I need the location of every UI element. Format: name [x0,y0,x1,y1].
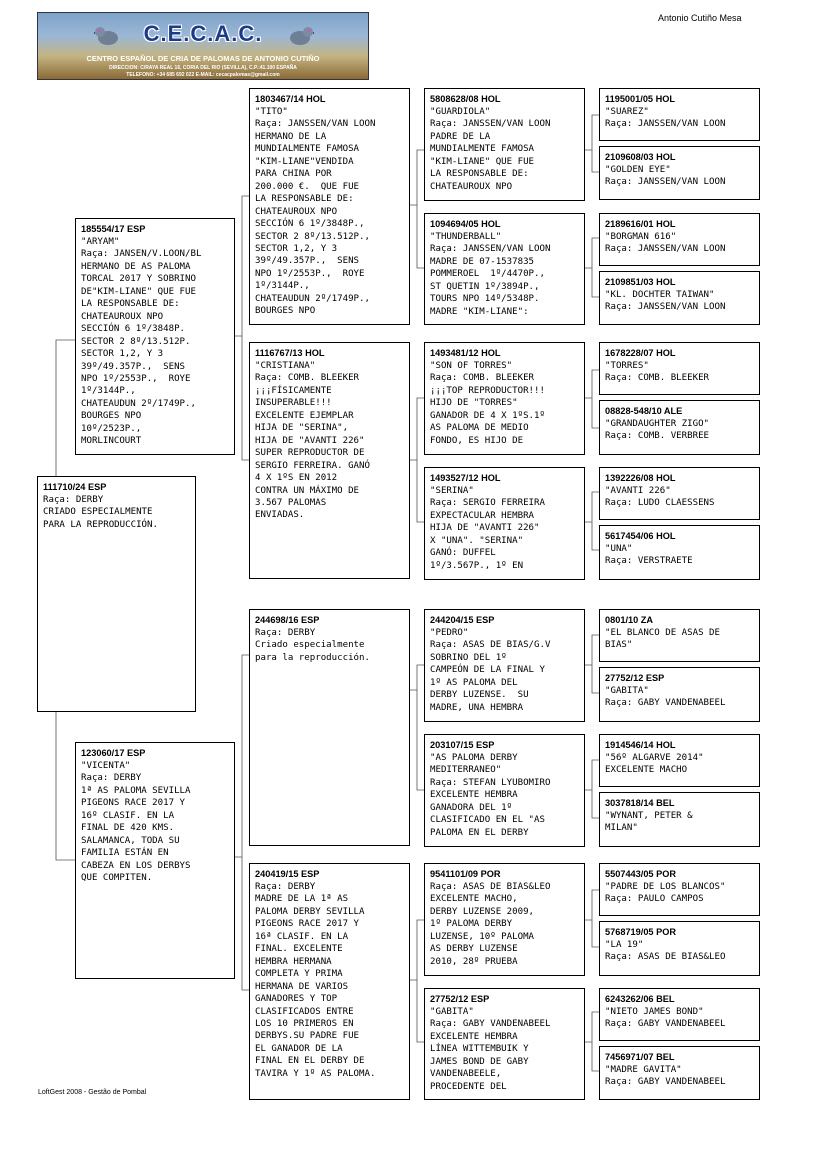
pedigree-text-line: HERMANO DE LA [255,131,327,142]
great-grandparent-box [424,213,585,325]
pedigree-text-line: "CRISTIANA" [255,361,316,371]
pedigree-text-line: PIGEONS RACE 2017 Y [255,919,360,930]
pedigree-text-line: X "UNA". "SERINA" [430,535,524,546]
pedigree-text-line: PARA LA REPRODUCCIÓN. [43,519,158,530]
great-grandparent-box [424,863,585,976]
great-great-grandparent-box [599,792,760,847]
great-great-grandparent-box [599,88,760,141]
pedigree-text-line: MUNDIALMENTE FAMOSA [430,144,535,155]
pedigree-text-line: SECTOR 2 8º/13.512P., [255,231,370,242]
pedigree-text-line: 1º/3144P., [255,281,310,292]
pedigree-text-line: Raça: GABY VANDENABEEL [605,698,726,709]
pedigree-text-line: CHATEAUROUX NPO [255,206,338,217]
footer-credit: LoftGest 2008 - Gestão de Pombal [38,1089,147,1096]
pedigree-text-line: "KIM-LIANE" QUE FUE [430,156,535,167]
great-great-grandparent-box [599,525,760,580]
pedigree-text-line: Raça: JANSSEN/VAN LOON [605,302,726,313]
pedigree-text-line: EXCELENTE EJEMPLAR [255,410,354,421]
pedigree-text-line: "GABITA" [430,1007,474,1017]
pedigree-text-line: ¡¡¡TOP REPRODUCTOR!!! [430,385,545,396]
pedigree-text-line: SECTOR 1,2, Y 3 [255,243,338,254]
pedigree-text-line: Raça: ASAS DE BIAS/G.V [430,640,551,651]
pedigree-text-line: SECTOR 1,2, Y 3 [81,349,164,360]
pedigree-text-line: QUE COMPITEN. [81,873,153,884]
great-grandparent-box [424,342,585,455]
pedigree-text-line: CHATEAUDUN 2º/1749P., [255,293,370,304]
pedigree-text-line: "SON OF TORRES" [430,361,513,371]
pedigree-text-line: "GUARDIOLA" [430,107,491,117]
pedigree-text-line: EXPECTACULAR HEMBRA [430,510,535,521]
pedigree-text-line: Raça: COMB. VERBREE [605,431,710,442]
ring-number: 240419/15 ESP [255,869,320,879]
pedigree-text-line: "ARYAM" [81,237,120,247]
pedigree-text-line: "BORGMAN 616" [605,232,677,242]
grandparent-box [249,863,410,1100]
pedigree-text-line: PADRE DE LA [430,131,491,142]
ring-number: 5768719/05 POR [605,927,677,937]
ring-number: 08828-548/10 ALE [605,406,683,416]
pedigree-text-line: EL GANADOR DE LA [255,1043,343,1054]
ring-number: 1493481/12 HOL [430,348,501,358]
pedigree-text-line: TAVIRA Y 1º AS PALOMA. [255,1068,376,1079]
pedigree-text-line: POMMEROEL 1º/4470P., [430,269,545,280]
ring-number: 2109851/03 HOL [605,277,676,287]
pedigree-text-line: DE"KIM-LIANE" QUE FUE [81,286,196,297]
pedigree-text-line: MILAN" [605,823,638,834]
pedigree-text-line: 4 X 1ºS EN 2012 [255,473,338,484]
pedigree-text-line: INSUPERABLE!!! [255,398,332,409]
pedigree-text-line: PALOMA DERBY SEVILLA [255,906,365,917]
pedigree-text-line: Raça: SERGIO FERREIRA [430,498,545,509]
pedigree-text-line: 39º/49.357P., SENS [81,361,186,372]
pedigree-text-line: GANÓ: DUFFEL [430,548,496,559]
pedigree-text-line: FINAL. EXCELENTE [255,944,343,955]
pedigree-text-line: ST QUETIN 1º/3894P., [430,281,540,292]
ring-number: 5507443/05 POR [605,869,677,879]
pedigree-text-line: LOS 10 PRIMEROS EN [255,1018,354,1029]
great-great-grandparent-box [599,988,760,1041]
pedigree-text-line: "SERINA" [430,486,474,496]
pedigree-text-line: LUZENSE, 10º PALOMA [430,931,535,942]
pedigree-text-line: TORCAL 2017 Y SOBRINO [81,274,196,285]
pedigree-text-line: HIJA DE "AVANTI 226" [255,435,365,446]
pedigree-text-line: MORLINCOURT [81,436,142,447]
ring-number: 1493527/12 HOL [430,473,501,483]
pedigree-text-line: "GABITA" [605,686,649,696]
pedigree-text-line: "PEDRO" [430,628,469,638]
pedigree-text-line: 1º/3.567P., 1º EN [430,560,524,571]
pedigree-text-line: MEDITERRANEO" [430,765,502,776]
pedigree-text-line: "SUAREZ" [605,107,649,117]
pedigree-text-line: "AS PALOMA DERBY [430,753,518,763]
ring-number: 27752/12 ESP [430,994,490,1004]
great-grandparent-box [424,467,585,580]
pedigree-text-line: GANADORES Y TOP [255,994,338,1005]
sire-box [75,218,235,455]
pedigree-text-line: CHATEAUDUN 2º/1749P., [81,398,196,409]
pedigree-text-line: "GRANDAUGHTER ZIGO" [605,419,710,429]
pedigree-text-line: "GOLDEN EYE" [605,165,671,175]
ring-number: 1914546/14 HOL [605,740,676,750]
pedigree-text-line: LA RESPONSABLE DE: [430,169,529,180]
ring-number: 0801/10 ZA [605,615,654,625]
pedigree-text-line: MADRE DE 07-1537835 [430,256,535,267]
pedigree-text-line: 1ª AS PALOMA SEVILLA [81,785,191,796]
pedigree-text-line: FINAL DE 420 KMS. [81,823,175,834]
pedigree-text-line: Raça: COMB. BLEEKER [430,373,535,384]
pedigree-text-line: EXCELENTE MACHO [605,765,688,776]
pedigree-text-line: LA RESPONSABLE DE: [81,299,180,310]
great-great-grandparent-box [599,863,760,916]
pedigree-text-line: VANDENABEELE, [430,1069,502,1080]
pedigree-text-line: FAMILIA ESTÁN EN [81,848,169,859]
pedigree-text-line: para la reproducción. [255,652,370,663]
great-great-grandparent-box [599,609,760,662]
pedigree-text-line: "WYNANT, PETER & [605,811,693,821]
pedigree-text-line: CLASIFICADO EN EL "AS [430,815,545,826]
pedigree-text-line: SECTOR 2 8º/13.512P. [81,336,191,347]
subject-box [37,476,196,712]
pedigree-text-line: Raça: JANSSEN/VAN LOON [605,177,726,188]
pedigree-text-line: Raça: GABY VANDENABEEL [605,1077,726,1088]
dam-box [75,742,235,979]
grandparent-box [249,88,410,325]
pedigree-text-line: Raça: GABY VANDENABEEL [605,1019,726,1030]
pedigree-text-line: LA RESPONSABLE DE: [255,194,354,205]
pedigree-text-line: Raça: JANSSEN/VAN LOON [605,119,726,130]
ring-number: 1392226/08 HOL [605,473,676,483]
pedigree-text-line: LÍNEA WITTEMBUIK Y [430,1044,529,1055]
pedigree-text-line: FINAL EN EL DERBY DE [255,1056,365,1067]
pedigree-text-line: JAMES BOND DE GABY [430,1056,529,1067]
pedigree-text-line: Raça: DERBY [255,628,316,638]
banner-contact: TELEFONO: +34 685 692 022 E-MAIL: cecacpalomas@gmail.com [126,72,280,78]
banner-address: DIRECCION: C/RAYA REAL 16, CORIA DEL RIO (SEVILLA), C.P.:41.100 ESPAÑA [109,65,297,71]
ring-number: 203107/15 ESP [430,740,495,750]
pedigree-text-line: PIGEONS RACE 2017 Y [81,798,186,809]
banner-subtitle: CENTRO ESPAÑOL DE CRIA DE PALOMAS DE ANTONIO CUTIÑO [86,54,320,63]
ring-number: 3037818/14 BEL [605,798,675,808]
pedigree-text-line: CRIADO ESPECIALMENTE [43,507,153,518]
pedigree-text-line: DERBY LUZENSE 2009, [430,906,535,917]
ring-number: 123060/17 ESP [81,748,146,758]
pedigree-text-line: MADRE DE LA 1ª AS [255,894,349,905]
pedigree-text-line: 10º/2523P., [81,423,142,434]
pedigree-text-line: CLASIFICADOS ENTRE [255,1006,354,1017]
ring-number: 5808628/08 HOL [430,94,501,104]
pedigree-text-line: CHATEAUROUX NPO [430,181,513,192]
pedigree-text-line: CABEZA EN LOS DERBYS [81,860,191,871]
pedigree-text-line: "UNA" [605,544,633,554]
pedigree-text-line: Raça: VERSTRAETE [605,556,693,567]
pedigree-text-line: HERMANA DE VARIOS [255,981,349,992]
pedigree-text-line: HIJA DE "AVANTI 226" [430,523,540,534]
pedigree-text-line: MADRE "KIM-LIANE": [430,306,529,317]
grandparent-box [249,342,410,579]
pedigree-text-line: Raça: JANSSEN/VAN LOON [430,244,551,255]
pedigree-text-line: Raça: JANSEN/V.LOON/BL [81,249,202,260]
pedigree-text-line: EXCELENTE HEMBRA [430,790,518,801]
pedigree-text-line: "TORRES" [605,361,649,371]
pedigree-text-line: SALAMANCA, TODA SU [81,835,180,846]
pedigree-text-line: "KL. DOCHTER TAIWAN" [605,290,715,300]
pedigree-text-line: CHATEAUROUX NPO [81,311,164,322]
ring-number: 9541101/09 POR [430,869,501,879]
ring-number: 1803467/14 HOL [255,94,326,104]
pedigree-text-line: BIAS" [605,640,633,651]
pedigree-text-line: DERBYS.SU PADRE FUE [255,1031,360,1042]
pedigree-text-line: AS DERBY LUZENSE [430,944,518,955]
ring-number: 6243262/06 BEL [605,994,675,1004]
pedigree-text-line: Raça: DERBY [255,882,316,892]
pedigree-text-line: GANADORA DEL 1º [430,802,513,813]
pedigree-text-line: EXCELENTE MACHO, [430,894,518,905]
pedigree-text-line: AS PALOMA DE MEDIO [430,423,529,434]
ring-number: 5617454/06 HOL [605,531,676,541]
pedigree-text-line: CONTRA UN MÁXIMO DE [255,485,360,496]
pedigree-text-line: Raça: STEFAN LYUBOMIRO [430,777,551,788]
pedigree-text-line: "THUNDERBALL" [430,232,502,242]
pedigree-text-line: Raça: GABY VANDENABEEL [430,1019,551,1030]
pedigree-text-line: NPO 1º/2553P., ROYE [81,373,191,384]
pedigree-text-line: HERMANO DE AS PALOMA [81,261,191,272]
great-great-grandparent-box [599,146,760,200]
pedigree-text-line: CAMPEÓN DE LA FINAL Y [430,665,545,676]
great-great-grandparent-box [599,467,760,520]
pedigree-text-line: GANADOR DE 4 X 1ºS.1º [430,410,545,421]
pedigree-text-line: SECCIÓN 6 1º/3848P., [255,219,365,230]
pedigree-text-line: PALOMA EN EL DERBY [430,827,529,838]
ring-number: 111710/24 ESP [43,482,107,492]
great-great-grandparent-box [599,271,760,325]
pedigree-text-line: Raça: JANSSEN/VAN LOON [255,119,376,130]
pedigree-text-line: 1º AS PALOMA DEL [430,677,518,688]
ring-number: 244698/16 ESP [255,615,320,625]
great-great-grandparent-box [599,921,760,976]
pedigree-text-line: Raça: LUDO CLAESSENS [605,498,715,509]
great-grandparent-box [424,609,585,722]
grandparent-box [249,609,410,846]
pedigree-text-line: HIJA DE "SERINA", [255,423,349,434]
pedigree-text-line: 200.000 €. QUE FUE [255,181,360,192]
great-great-grandparent-box [599,734,760,787]
pedigree-text-line: Raça: JANSSEN/VAN LOON [605,244,726,255]
pedigree-text-line: 16º CLASIF. EN LA [81,810,175,821]
ring-number: 1195001/05 HOL [605,94,675,104]
great-great-grandparent-box [599,213,760,266]
pedigree-text-line: MUNDIALMENTE FAMOSA [255,144,360,155]
pedigree-text-line: "VICENTA" [81,761,131,771]
pedigree-text-line: HEMBRA HERMANA [255,956,332,967]
great-great-grandparent-box [599,400,760,455]
pedigree-text-line: "56º ALGARVE 2014" [605,753,704,763]
pedigree-text-line: Raça: ASAS DE BIAS&LEO [430,882,551,892]
pedigree-text-line: 39º/49.357P., SENS [255,256,360,267]
pedigree-text-line: "PADRE DE LOS BLANCOS" [605,882,726,892]
pedigree-text-line: "TITO" [255,107,288,117]
ring-number: 1678228/07 HOL [605,348,676,358]
pedigree-text-line: Raça: PAULO CAMPOS [605,894,704,905]
ring-number: 244204/15 ESP [430,615,495,625]
pedigree-text-line: MADRE, UNA HEMBRA [430,702,524,713]
logo-text: C.E.C.A.C. [143,21,263,46]
pedigree-text-line: ¡¡¡FÍSICAMENTE [255,385,332,396]
pedigree-text-line: Raça: DERBY [43,495,104,505]
pedigree-text-line: DERBY LUZENSE. SU [430,690,529,701]
pedigree-text-line: Raça: DERBY [81,773,142,784]
ring-number: 185554/17 ESP [81,224,146,234]
pedigree-text-line: 16ª CLASIF. EN LA [255,931,349,942]
pedigree-text-line: Raça: JANSSEN/VAN LOON [430,119,551,130]
pedigree-text-line: SUPER REPRODUCTOR DE [255,448,365,459]
pedigree-text-line: 1º PALOMA DERBY [430,919,513,930]
pedigree-text-line: PROCEDENTE DEL [430,1081,507,1092]
great-great-grandparent-box [599,667,760,722]
pedigree-text-line: Criado especialmente [255,640,365,651]
ring-number: 1116767/13 HOL [255,348,325,358]
pedigree-text-line: 1º/3144P., [81,386,136,397]
pedigree-text-line: SERGIO FERREIRA. GANÓ [255,460,370,471]
great-great-grandparent-box [599,1046,760,1100]
pedigree-text-line: Raça: COMB. BLEEKER [255,373,360,384]
great-grandparent-box [424,88,585,201]
pedigree-text-line: "KIM-LIANE"VENDIDA [255,156,354,167]
owner-name: Antonio Cutiño Mesa [658,13,742,23]
ring-number: 27752/12 ESP [605,673,665,683]
pedigree-text-line: Raça: COMB. BLEEKER [605,373,710,384]
great-great-grandparent-box [599,342,760,395]
great-grandparent-box [424,988,585,1100]
pedigree-text-line: "LA 19" [605,940,644,950]
pedigree-text-line: 2010, 28º PRUEBA [430,956,518,967]
pedigree-text-line: COMPLETA Y PRIMA [255,969,343,980]
ring-number: 2109608/03 HOL [605,152,676,162]
pedigree-text-line: BOURGES NPO [255,306,316,317]
pedigree-text-line: NPO 1º/2553P., ROYE [255,268,365,279]
pedigree-text-line: 3.567 PALOMAS [255,497,327,508]
pedigree-text-line: SOBRINO DEL 1º [430,652,507,663]
pedigree-text-line: "EL BLANCO DE ASAS DE [605,628,720,638]
pedigree-text-line: ENVIADAS. [255,510,305,521]
pedigree-text-line: PARA CHINA POR [255,169,332,180]
pedigree-text-line: "AVANTI 226" [605,486,671,496]
pedigree-text-line: "MADRE GAVITA" [605,1065,682,1075]
great-grandparent-box [424,734,585,847]
pedigree-text-line: Raça: ASAS DE BIAS&LEO [605,952,726,963]
pedigree-text-line: EXCELENTE HEMBRA [430,1031,518,1042]
ring-number: 1094694/05 HOL [430,219,501,229]
pedigree-text-line: "NIETO JAMES BOND" [605,1007,704,1017]
pedigree-text-line: HIJO DE "TORRES" [430,398,518,409]
pedigree-text-line: SECCIÓN 6 1º/3848P. [81,324,186,335]
pedigree-text-line: FONDO, ES HIJO DE [430,435,524,446]
ring-number: 7456971/07 BEL [605,1052,675,1062]
ring-number: 2189616/01 HOL [605,219,676,229]
pedigree-text-line: TOURS NPO 14º/5348P. [430,294,540,305]
pedigree-text-line: BOURGES NPO [81,411,142,422]
